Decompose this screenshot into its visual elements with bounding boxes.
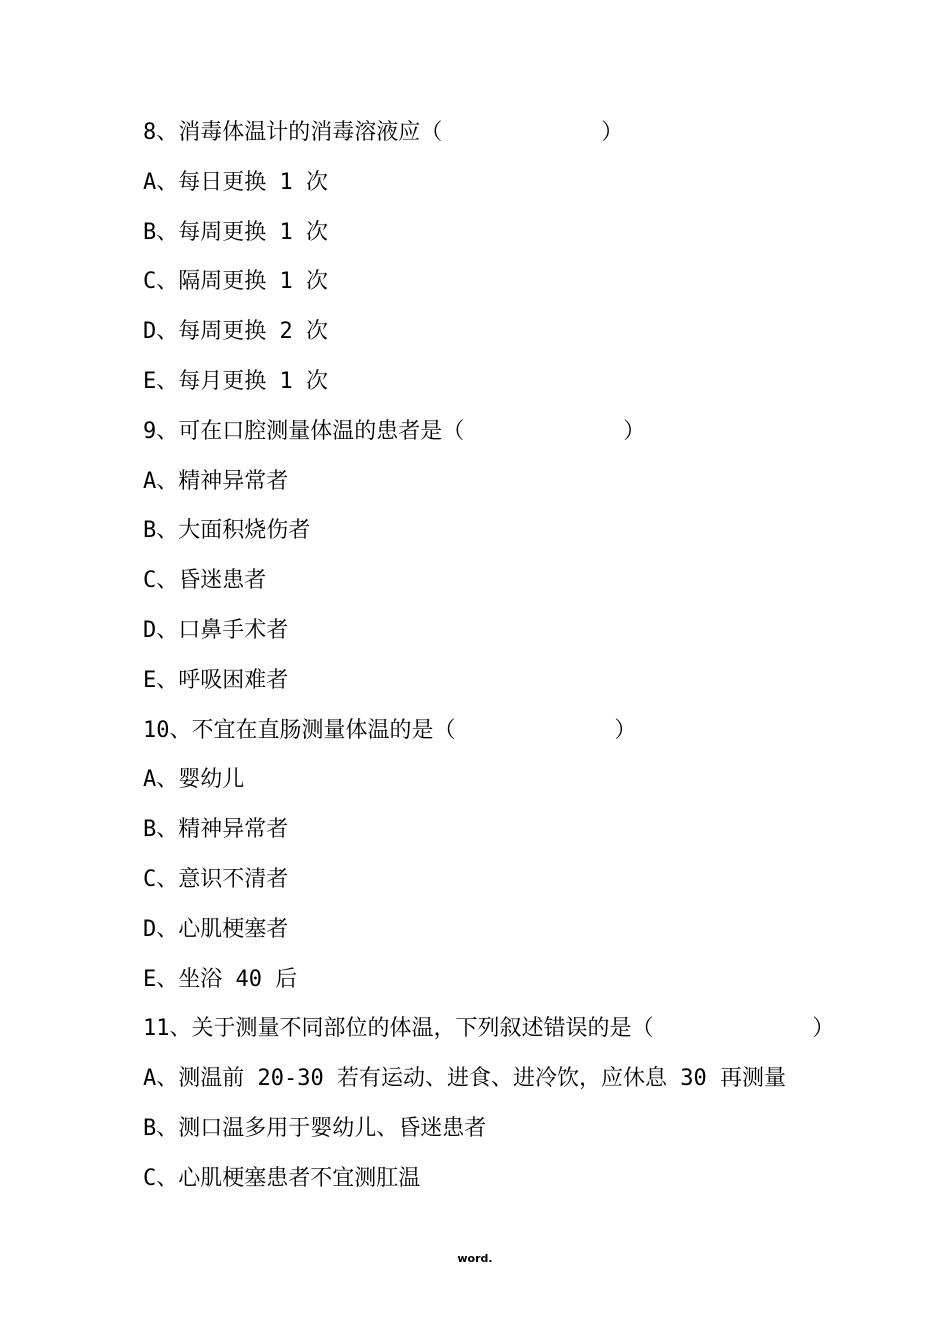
option-9-e: E、呼吸困难者 bbox=[143, 667, 289, 693]
option-11-b: B、测口温多用于婴幼儿、昏迷患者 bbox=[143, 1115, 487, 1141]
option-11-a: A、测温前 20-30 若有运动、进食、进冷饮，应休息 30 再测量 bbox=[143, 1066, 786, 1092]
option-9-b: B、大面积烧伤者 bbox=[143, 518, 311, 544]
question-11: 11、关于测量不同部位的体温，下列叙述错误的是（ ） bbox=[143, 1016, 835, 1042]
option-11-c: C、心肌梗塞患者不宜测肛温 bbox=[143, 1165, 421, 1191]
page-footer: word. bbox=[457, 1252, 493, 1265]
question-10: 10、不宜在直肠测量体温的是（ ） bbox=[143, 717, 637, 743]
option-9-a: A、精神异常者 bbox=[143, 468, 289, 494]
option-8-e: E、每月更换 1 次 bbox=[143, 368, 328, 394]
question-9: 9、可在口腔测量体温的患者是（ ） bbox=[143, 418, 646, 444]
option-10-d: D、心肌梗塞者 bbox=[143, 916, 289, 942]
option-9-d: D、口鼻手术者 bbox=[143, 617, 289, 643]
option-8-d: D、每周更换 2 次 bbox=[143, 319, 328, 345]
option-8-a: A、每日更换 1 次 bbox=[143, 169, 328, 195]
option-10-e: E、坐浴 40 后 bbox=[143, 966, 298, 992]
option-8-b: B、每周更换 1 次 bbox=[143, 219, 328, 245]
option-9-c: C、昏迷患者 bbox=[143, 568, 267, 594]
option-8-c: C、隔周更换 1 次 bbox=[143, 269, 328, 295]
question-8: 8、消毒体温计的消毒溶液应（ ） bbox=[143, 120, 624, 145]
option-10-a: A、婴幼儿 bbox=[143, 767, 245, 793]
option-10-c: C、意识不清者 bbox=[143, 866, 289, 892]
option-10-b: B、精神异常者 bbox=[143, 817, 289, 843]
question-content bbox=[143, 116, 835, 1212]
